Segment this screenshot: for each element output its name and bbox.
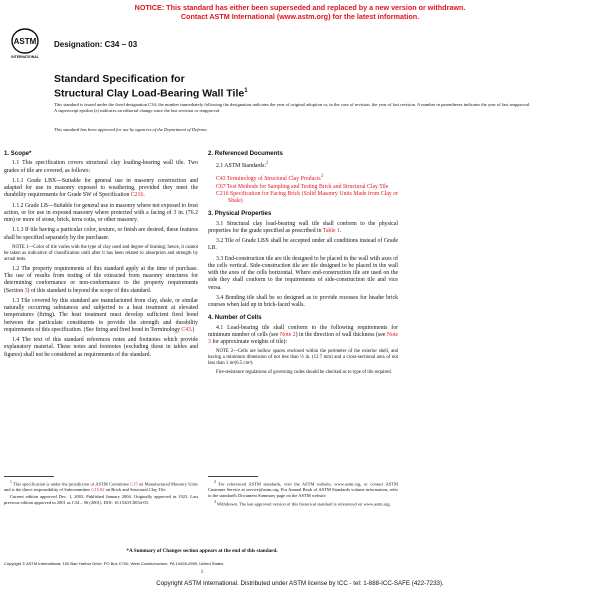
license-footer: Copyright ASTM International. Distributed under ASTM license by ICC - tel: 1-888-ICC-SAFE (422-7233). (156, 580, 444, 587)
footnotes-left (4, 480, 198, 507)
title-line-1: Standard Specification for (54, 73, 185, 85)
link-ref-code[interactable]: C43 (216, 176, 226, 183)
link-ref-code[interactable]: C216 (216, 190, 229, 197)
paragraph-1-1: 1.1 This specification covers structural clay loading-bearing wall tile. Two grades of tile are covered, as follows: (4, 160, 198, 174)
footnote-1: $^1$ This specification is under the jurisdiction of ASTM Committee C15 on Manufactured Masonry Units and is the direct responsibility of Subcommittee C15.02 on Brick and Structural Clay Tile. (4, 480, 199, 493)
footnote-rule-left (4, 476, 54, 477)
link-c15[interactable]: C15 (130, 481, 138, 487)
issuance-statement: This standard is issued under the fixed designation C34; the number immediately following the designation indicates the year of original adoption or, in the case of revision, the year of last revision. A number in parentheses indicates the year of last reapproval. A superscript epsilon (ε) indicates an editorial change since the last revision or reapproval. (54, 102, 531, 114)
document-title (54, 73, 534, 100)
section-heading-referenced-documents: 2. Referenced Documents (208, 150, 283, 157)
link-note-3[interactable]: Note 3 (208, 331, 398, 346)
section-heading-number-of-cells: 4. Number of Cells (208, 314, 262, 322)
link-table-1[interactable]: Table 1 (322, 227, 340, 234)
logo-text: ASTM (13, 37, 37, 46)
footnote-1-edition: Current edition approved Dec. 1, 2003. Published January 2004. Originally approved in 1923. Last previous edition approved in 2001 as C34 – 96 (2001). DOI: 10.1520/C0034-03. (4, 494, 198, 505)
paragraph-1-4: 1.4 The text of this standard references notes and footnotes which provide explanatory material. These notes and footnotes (excluding those in tables and figures) shall not be considered as requirements of the standard. (4, 337, 198, 358)
section-heading-scope: 1. Scope* (4, 150, 32, 157)
paragraph-1-1-1: 1.1.1 Grade LBX—Suitable for general use in masonry construction and adapted for use in masonry exposed to weathering, provided they meet the durability requirements for Grade SW of Specification C216. (4, 177, 198, 199)
copyright-address: Copyright © ASTM International, 100 Barr Harbor Drive, PO Box C700, West Conshohocken, PA 19428-2959, United States. (4, 561, 225, 566)
notice-line-1: NOTICE: This standard has either been superseded and replaced by a new version or withdrawn. (134, 3, 466, 12)
note-2-continued: Fire-resistance regulations of governing codes should be checked as to type of tile required. (216, 370, 392, 376)
paragraph-3-4: 3.4 Bonding tile shall be so designed as to provide recesses for header brick courses when laid up in brick-faced walls. (208, 294, 398, 309)
logo-subtext: INTERNATIONAL (11, 55, 39, 59)
left-column (4, 150, 198, 362)
page-number: 1 (200, 570, 204, 575)
paragraph-1-1-2: 1.1.2 Grade LB—Suitable for general use in masonry where not exposed to frost action, or for use in exposed masonry where protected with a facing of 3 in. (76.2 mm) or more of stone, brick, terra cotta, or other masonry. (4, 202, 198, 223)
summary-of-changes-note: *A Summary of Changes section appears at the end of this standard. (126, 548, 278, 554)
dod-approval-statement: This standard has been approved for use by agencies of the Department of Defense. (54, 127, 208, 132)
reference-item: C43 Terminology of Structural Clay Products$^3$ (216, 174, 324, 183)
paragraph-3-3: 3.3 End-construction tile are tile designed to be placed in the wall with axes of the cells vertical. Side-construction tile are tile designed to be placed in the wall with the axes of the cells horizontal. Where end-construction tile are used on the side they shall conform to the requirements of side-construction tile and vice versa. (208, 255, 398, 291)
footnote-2: $^2$ For referenced ASTM standards, visit the ASTM website, www.astm.org, or contact ASTM Customer Service at service@astm.org. For Annual Book of ASTM Standards volume information, refer to the standard's Document Summary page on the ASTM website. (208, 480, 399, 499)
paragraph-1-3: 1.3 Tile covered by this standard are manufactured from clay, shale, or similar naturally occurring substances and subjected to a heat treatment at elevated temperatures (firing). The heat treatment must develop sufficient fired bond between the particulate constituents to provide the strength and durability requirements of this specification. (See firing and fired bond in Terminology C43.) (4, 297, 198, 333)
designation: Designation: C34 – 03 (54, 40, 138, 49)
note-2: NOTE 2—Cells are hollow spaces enclosed within the perimeter of the exterior shell, and having a minimum dimension of not less than ½ in. (12.7 mm) and a cross-sectional area of not less than 1 in²(6.5 cm²). (208, 349, 398, 367)
paragraph-1-1-3: 1.1.3 If tile having a particular color, texture, or finish are desired, these features shall be specified separately by the purchaser. (4, 227, 198, 241)
footnote-3: $^3$ Withdrawn. The last approved version of this historical standard is referenced on www.astm.org. (214, 499, 391, 507)
section-heading-physical-properties: 3. Physical Properties (208, 210, 272, 218)
notice-line-2: Contact ASTM International (www.astm.org) for the latest information. (180, 12, 420, 21)
link-note-2[interactable]: Note 2 (280, 331, 296, 338)
reference-item: C216 Specification for Facing Brick (Solid Masonry Units Made from Clay or Shale) (216, 190, 398, 205)
right-column (208, 150, 398, 379)
footnotes-right (208, 480, 398, 508)
paragraph-4-1: 4.1 Load-bearing tile shall conform to the following requirements for minimum number of cells (see Note 2) in the direction of wall thickness (see Note 3 for approximate weights of tile): (208, 324, 398, 346)
reference-item: C67 Test Methods for Sampling and Testing Brick and Structural Clay Tile (216, 183, 389, 190)
link-c43[interactable]: C43 (181, 326, 191, 333)
link-ref-code[interactable]: C67 (216, 183, 226, 190)
footnote-rule-right (208, 476, 258, 477)
astm-logo-icon (10, 28, 40, 60)
title-line-2: Structural Clay Load-Bearing Wall Tile$^1$ (54, 87, 248, 100)
link-c216[interactable]: C216 (130, 192, 144, 199)
paragraph-2-1: 2.1 ASTM Standards:$^2$ (216, 161, 269, 170)
link-section-3[interactable]: 3 (24, 287, 28, 294)
paragraph-1-2: 1.2 The property requirements of this standard apply at the time of purchase. The use of results from testing of tile extracted from masonry structures for determining conformance or non-conformance to the property requirements (Section 3) of this standard is beyond the scope of this standard. (4, 265, 198, 294)
note-1: NOTE 1—Color of tile varies with the type of clay used and degree of burning; hence, it cannot be taken as indicative of classification until after it has been related to absorption and strength by actual tests. (4, 244, 198, 262)
link-c15-02[interactable]: C15.02 (91, 487, 105, 493)
reference-list (208, 173, 398, 205)
paragraph-3-1: 3.1 Structural clay load-bearing wall tile shall conform to the physical properties for the grade specified as prescribed in Table 1. (208, 220, 398, 234)
paragraph-3-2: 3.2 Tile of Grade LBX shall be accepted under all conditions instead of Grade LB. (208, 238, 398, 252)
withdrawal-notice (0, 3, 600, 21)
